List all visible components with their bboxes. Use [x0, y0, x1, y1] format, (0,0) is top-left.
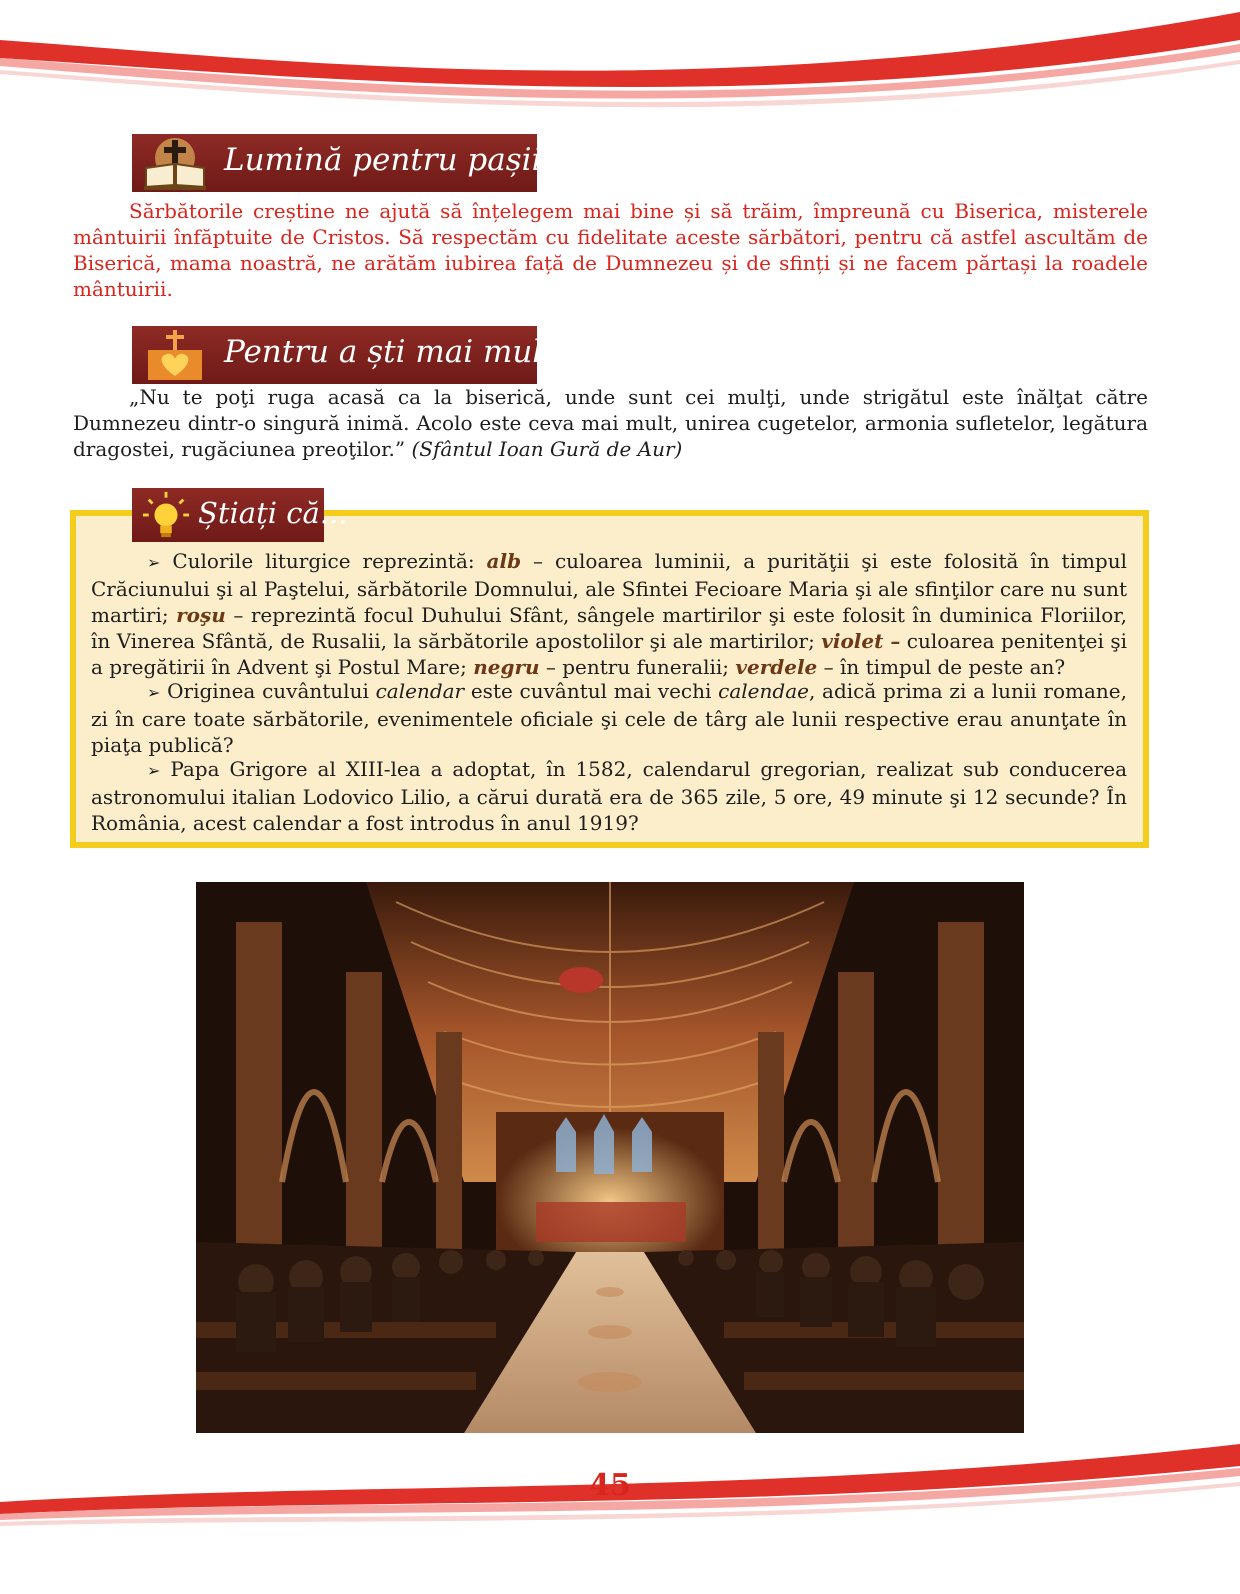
- top-decorative-wave: [0, 0, 1240, 110]
- heart-book-icon: [140, 330, 210, 382]
- lightbulb-icon: [136, 490, 196, 540]
- fact-gregorian-calendar: [91, 756, 1127, 836]
- fact-text: culoarea penitenţei şi a pregătirii în Advent şi Postul Mare;: [91, 629, 1127, 679]
- fact-text: – în timpul de peste an?: [817, 655, 1066, 679]
- light-paragraph: Sărbătorile creștine ne ajută să înțelegem mai bine și să trăim, împreună cu Biserica, misterele mântuirii înfăptuite de Cristos. Să respectăm cu fidelitate aceste sărbători, pentru că astfel ascultăm de Biserică, mama noastră, ne arătăm iubirea față de Dumnezeu și de sfinți și ne facem părtași la roadele mântuirii.: [73, 199, 1148, 301]
- fact-text: , adică prima zi a lunii romane, zi în care toate sărbătorile, evenimentele oficiale şi cele de târg ale lunii respective erau anunţate în piaţa publică?: [91, 679, 1127, 757]
- fact-liturgical-colors: [91, 548, 1127, 680]
- quote-author: (Sfântul Ioan Gură de Aur): [411, 437, 683, 461]
- fact-text: – reprezintă focul Duhului Sfânt, sângele martirilor şi este folosit în duminica Floriilor, în Vinerea Sfântă, de Rusalii, la sărbătorile apostolilor şi ale martirilor;: [91, 603, 1128, 653]
- keyword-verdele: verdele: [735, 655, 818, 679]
- keyword-violet: violet –: [821, 629, 901, 653]
- keyword-rosu: roşu: [176, 603, 226, 627]
- fact-text: Papa Grigore al XIII-lea a adoptat, în 1582, calendarul gregorian, realizat sub conducerea astronomului italian Lodovico Lilio, a cărui durată era de 365 zile, 5 ore, 49 minute şi 12 secunde? În România, acest calendar a fost introdus în anul 1919?: [91, 757, 1127, 835]
- section-title-more: Pentru a ști mai multe: [224, 334, 574, 370]
- quote-text: „Nu te poţi ruga acasă ca la biserică, unde sunt cei mulţi, unde strigătul este înălţat către Dumnezeu dintr-o singură inimă. Acolo este ceva mai mult, unirea cugetelor, armonia sufletelor, legătura dragostei, rugăciunea preoţilor.”: [73, 385, 1148, 461]
- facts-box: [70, 510, 1149, 848]
- fact-text: Culorile liturgice reprezintă:: [172, 549, 487, 573]
- fact-calendar-origin: [91, 678, 1127, 758]
- bible-cross-icon: [140, 138, 210, 190]
- section-title-light: Lumină pentru pașii mei: [224, 142, 609, 178]
- word-calendar: calendar: [375, 679, 465, 703]
- keyword-negru: negru: [473, 655, 540, 679]
- arrow-bullet-icon: ➢: [147, 683, 161, 702]
- quote-paragraph: [73, 384, 1148, 462]
- arrow-bullet-icon: ➢: [147, 761, 161, 780]
- fact-text: este cuvântul mai vechi: [464, 679, 719, 703]
- section-banner-light: [132, 134, 609, 192]
- fact-text: – pentru funeralii;: [539, 655, 736, 679]
- section-title-facts: Știați că...: [198, 496, 348, 530]
- page-number: 45: [589, 1468, 631, 1503]
- section-banner-more: [132, 326, 574, 384]
- arrow-bullet-icon: ➢: [147, 553, 161, 572]
- section-banner-facts: [132, 488, 348, 542]
- word-calendae: calendae: [718, 679, 809, 703]
- cathedral-interior-photo: [196, 882, 1024, 1433]
- fact-text: Originea cuvântului: [167, 679, 376, 703]
- keyword-alb: alb: [486, 549, 522, 573]
- fact-text: – culoarea luminii, a purităţii şi este folosită în timpul Crăciunului şi al Paştelui, sărbătorile Domnului, ale Sfintei Fecioare Maria şi ale sfinţilor care nu sunt martiri;: [91, 549, 1128, 627]
